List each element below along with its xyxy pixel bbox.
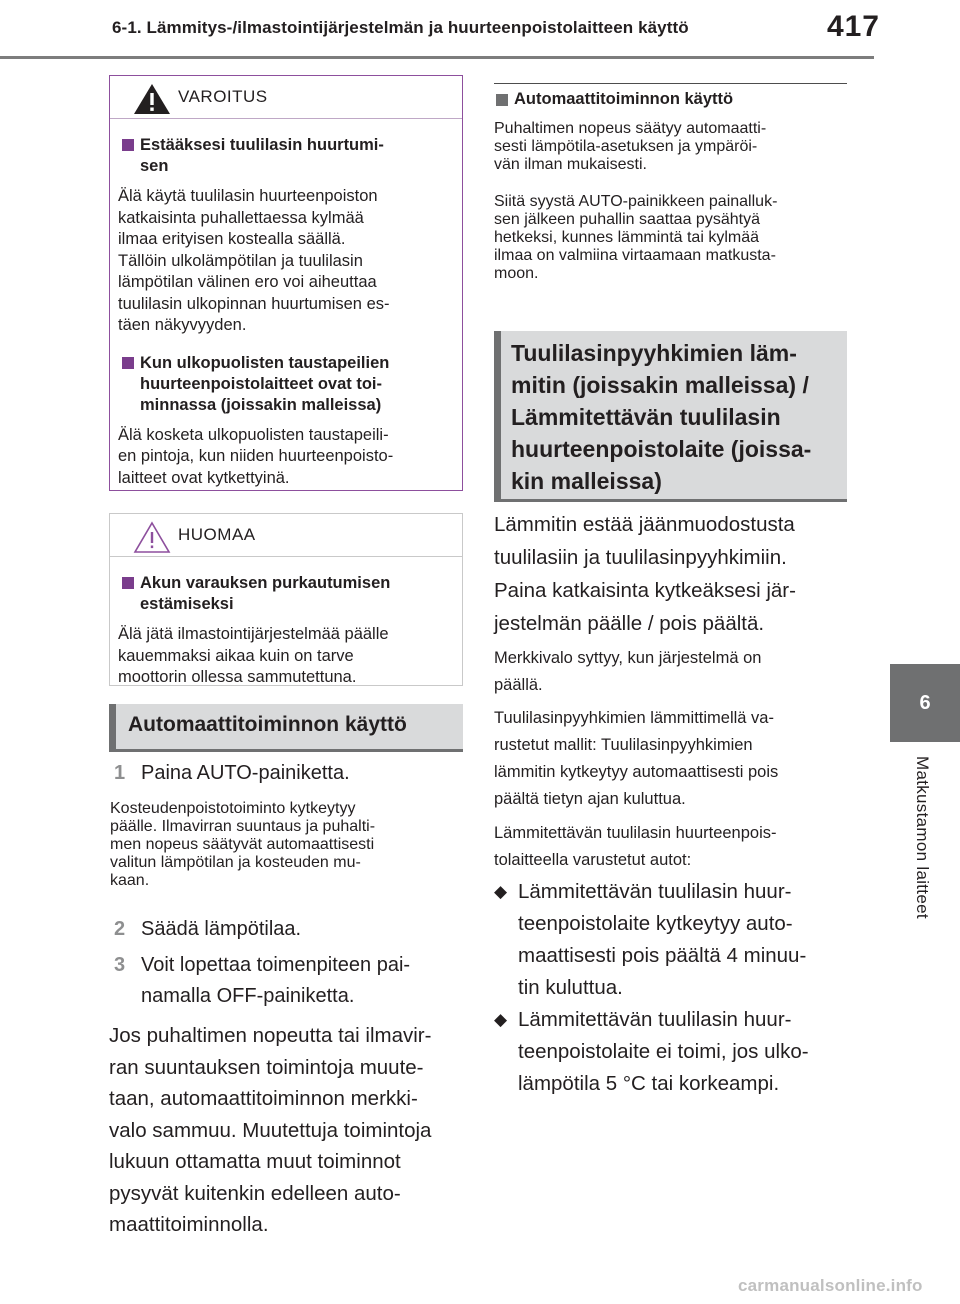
warning-title: VAROITUS — [178, 87, 268, 106]
header-divider — [0, 56, 874, 59]
warning-subheading: Kun ulkopuolisten taustapeilien huurteenpoistolaitteet ovat toi- minnassa (joissakin malleissa) — [118, 353, 446, 416]
subheading-auto: Automaattitoiminnon käyttö — [494, 90, 733, 109]
heater-note-3: Lämmitettävän tuulilasin huurteenpois- tolaitteella varustetut autot: — [494, 824, 777, 869]
warning-box — [109, 75, 463, 491]
section-heading-auto: Automaattitoiminnon käyttö — [109, 704, 463, 752]
chapter-title: 6-1. Lämmitys-/ilmastointijärjestelmän ja huurteenpoistolaitteen käyttö — [112, 18, 689, 37]
note-box-header — [110, 514, 462, 557]
note-box — [109, 513, 463, 686]
heater-note-1: Merkkivalo syttyy, kun järjestelmä on päällä. — [494, 649, 762, 694]
step-text: Säädä lämpötilaa. — [141, 918, 302, 940]
note-subheading: Akun varauksen purkautumisen estämiseksi — [118, 573, 446, 615]
warning-text: Älä kosketa ulkopuolisten taustapeili- en pintoja, kun niiden huurteenpoisto- laitteet ovat kytkettyinä. — [118, 425, 394, 487]
auto-para-1: Puhaltimen nopeus säätyy automaatti- sesti lämpötila-asetuksen ja ympäröi- vän ilman mukaisesti. — [494, 120, 767, 173]
warning-text: Älä käytä tuulilasin huurteenpoiston katkaisinta puhallettaessa kylmää ilmaa erityisen kostealla säällä. Tällöin ulkolämpötilan ja tuulilasin lämpötilan välinen ero voi aiheuttaa tuulilasin ulkopinnan huurtumisen es- täen näkyvyyden. — [118, 187, 390, 334]
step-number: 2 — [114, 918, 126, 940]
page-number: 417 — [826, 10, 880, 43]
step-number: 3 — [114, 954, 126, 976]
note-title: HUOMAA — [178, 525, 256, 544]
section-heading-heater: Tuulilasinpyyhkimien läm- mitin (joissakin malleissa) / Lämmitettävän tuulilasin huurteenpoistolaite (joissa- kin malleissa) — [494, 331, 847, 502]
bullet-item: ◆ Lämmitettävän tuulilasin huur- teenpoistolaite ei toimi, jos ulko- lämpötila 5 °C tai korkeampi. — [494, 1004, 809, 1100]
heater-note-2: Tuulilasinpyyhkimien lämmittimellä va- rustetut mallit: Tuulilasinpyyhkimien lämmitin kytkeytyy automaattisesti pois päältä tietyn ajan kuluttua. — [494, 709, 779, 808]
note-text: Älä jätä ilmastointijärjestelmää päälle kauemmaksi aikaa kuin on tarve moottorin ollessa sammutettuna. — [118, 625, 389, 686]
step-text: Paina AUTO-painiketta. — [141, 762, 350, 784]
heater-instruction: Paina katkaisinta kytkeäksesi jär- jestelmän päälle / pois päältä. — [494, 579, 796, 635]
step-text-continued: namalla OFF-painiketta. — [141, 985, 355, 1007]
step-1 — [114, 758, 350, 789]
auto-para-2: Siitä syystä AUTO-painikkeen painalluk- sen jälkeen puhallin saattaa pysähtyä hetkeksi, kunnes lämmintä tai kylmää ilmaa on valmiina virtaamaan matkusta- moon. — [494, 193, 778, 282]
auto-paragraph: Jos puhaltimen nopeutta tai ilmavir- ran suuntauksen toimintoja muute- taan, automaattitoiminnon merkki- valo sammuu. Muutettuja toimintoja lukuun ottamatta muut toiminnot pysyvät kuitenkin edelleen auto- maattitoiminnolla. — [109, 1024, 432, 1236]
step-number: 1 — [114, 762, 126, 784]
warning-subheading: Estääksesi tuulilasin huurtumi- sen — [118, 135, 446, 177]
chapter-tab: 6 — [890, 664, 960, 742]
divider — [494, 83, 847, 84]
bullet-item: ◆ Lämmitettävän tuulilasin huur- teenpoistolaite kytkeytyy auto- maattisesti pois päältä 4 minuu- tin kuluttua. — [494, 876, 806, 1004]
warning-icon — [132, 82, 172, 116]
step-2 — [114, 914, 301, 945]
step-1-note: Kosteudenpoistotoiminto kytkeytyy päälle. Ilmavirran suuntaus ja puhalti- men nopeus säätyvät automaattisesti valitun lämpötilan ja kosteuden mu- kaan. — [110, 800, 376, 889]
heater-intro: Lämmitin estää jäänmuodostusta tuulilasiin ja tuulilasinpyyhkimiin. — [494, 513, 795, 569]
chapter-tab-label: Matkustamon laitteet — [913, 756, 932, 919]
step-text: Voit lopettaa toimenpiteen pai- — [141, 954, 411, 976]
step-3 — [114, 950, 410, 1012]
watermark: carmanualsonline.info — [738, 1276, 923, 1295]
warning-box-header — [110, 76, 462, 119]
caution-icon — [132, 520, 172, 554]
